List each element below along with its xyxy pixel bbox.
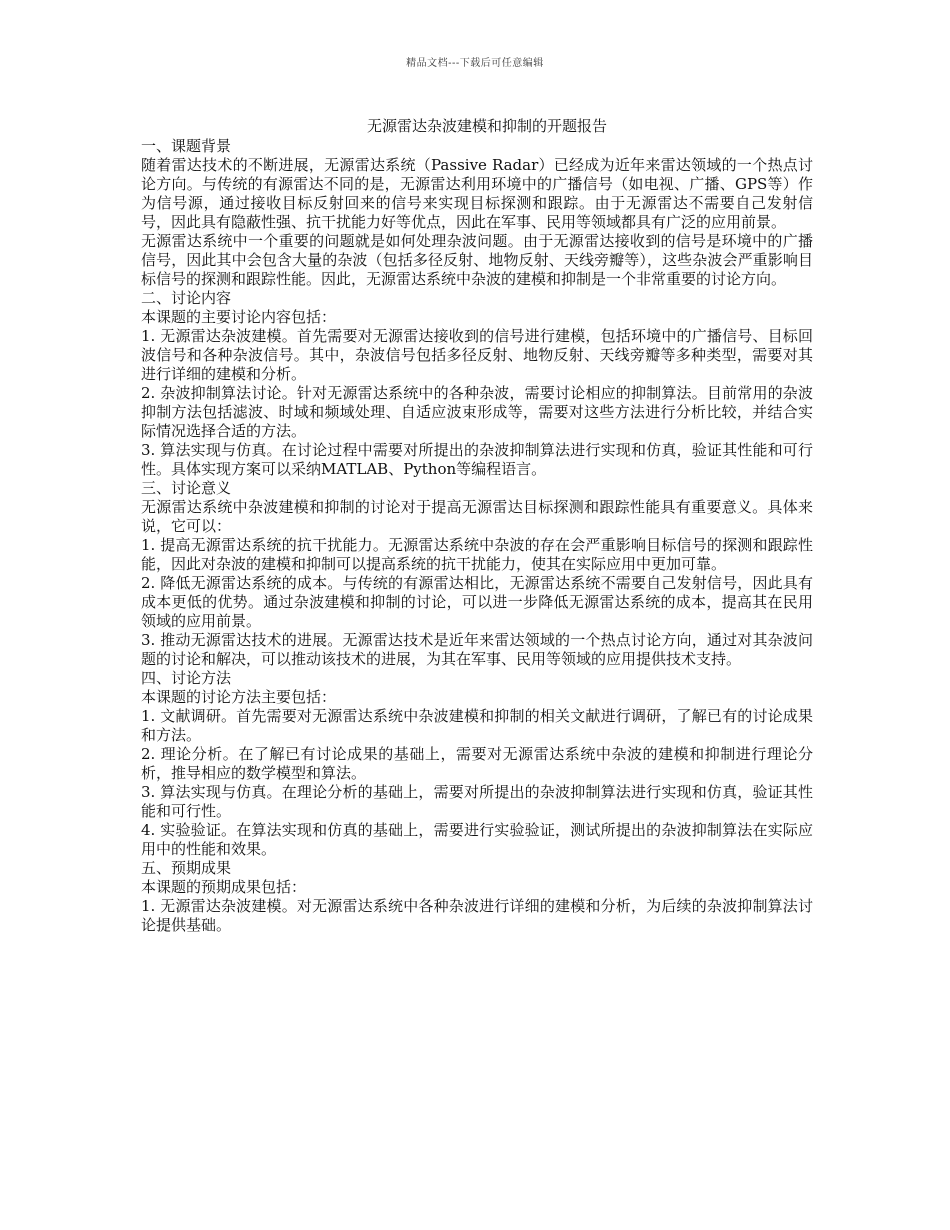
list-item: 2. 杂波抑制算法讨论。针对无源雷达系统中的各种杂波，需要讨论相应的抑制算法。目前常用的杂波抑制方法包括滤波、时域和频域处理、自适应波束形成等，需要对这些方法进行分析比较，并结合实际情况选择合适的方法。 [141, 384, 813, 440]
page-watermark: 精品文档---下载后可任意编辑 [406, 58, 544, 69]
list-item: 1. 无源雷达杂波建模。首先需要对无源雷达接收到的信号进行建模，包括环境中的广播信号、目标回波信号和各种杂波信号。其中，杂波信号包括多径反射、地物反射、天线旁瓣等多种类型，需要对其进行详细的建模和分析。 [141, 327, 813, 383]
document-body [141, 116, 813, 935]
paragraph: 无源雷达系统中杂波建模和抑制的讨论对于提高无源雷达目标探测和跟踪性能具有重要意义。具体来说，它可以： [141, 498, 813, 535]
paragraph: 本课题的讨论方法主要包括： [141, 688, 337, 706]
paragraph: 随着雷达技术的不断进展，无源雷达系统（Passive Radar）已经成为近年来雷达领域的一个热点讨论方向。与传统的有源雷达不同的是，无源雷达利用环境中的广播信号（如电视、广播、GPS等）作为信号源，通过接收目标反射回来的信号来实现目标探测和跟踪。由于无源雷达不需要自己发射信号，因此具有隐蔽性强、抗干扰能力好等优点，因此在军事、民用等领域都具有广泛的应用前景。 [141, 156, 813, 231]
paragraph: 无源雷达系统中一个重要的问题就是如何处理杂波问题。由于无源雷达接收到的信号是环境中的广播信号，因此其中会包含大量的杂波（包括多径反射、地物反射、天线旁瓣等），这些杂波会严重影响目标信号的探测和跟踪性能。因此，无源雷达系统中杂波的建模和抑制是一个非常重要的讨论方向。 [141, 232, 813, 288]
list-item: 1. 无源雷达杂波建模。对无源雷达系统中各种杂波进行详细的建模和分析，为后续的杂波抑制算法讨论提供基础。 [141, 897, 813, 934]
list-item: 4. 实验验证。在算法实现和仿真的基础上，需要进行实验验证，测试所提出的杂波抑制算法在实际应用中的性能和效果。 [141, 821, 813, 858]
section-heading: 四、讨论方法 [141, 669, 232, 687]
paragraph: 本课题的预期成果包括： [141, 878, 307, 896]
list-item: 2. 降低无源雷达系统的成本。与传统的有源雷达相比，无源雷达系统不需要自己发射信号，因此具有成本更低的优势。通过杂波建模和抑制的讨论，可以进一步降低无源雷达系统的成本，提高其在民用领域的应用前景。 [141, 574, 813, 630]
document-title: 无源雷达杂波建模和抑制的开题报告 [366, 117, 607, 135]
list-item: 1. 文献调研。首先需要对无源雷达系统中杂波建模和抑制的相关文献进行调研，了解已有的讨论成果和方法。 [141, 707, 813, 744]
list-item: 3. 算法实现与仿真。在理论分析的基础上，需要对所提出的杂波抑制算法进行实现和仿真，验证其性能和可行性。 [141, 783, 813, 820]
paragraph: 本课题的主要讨论内容包括： [141, 308, 337, 326]
section-heading: 五、预期成果 [141, 859, 232, 877]
list-item: 1. 提高无源雷达系统的抗干扰能力。无源雷达系统中杂波的存在会严重影响目标信号的探测和跟踪性能，因此对杂波的建模和抑制可以提高系统的抗干扰能力，使其在实际应用中更加可靠。 [141, 536, 813, 573]
list-item: 3. 算法实现与仿真。在讨论过程中需要对所提出的杂波抑制算法进行实现和仿真，验证其性能和可行性。具体实现方案可以采纳MATLAB、Python等编程语言。 [141, 441, 813, 478]
section-heading: 一、课题背景 [141, 137, 232, 155]
section-heading: 二、讨论内容 [141, 289, 232, 307]
list-item: 2. 理论分析。在了解已有讨论成果的基础上，需要对无源雷达系统中杂波的建模和抑制进行理论分析，推导相应的数学模型和算法。 [141, 745, 813, 782]
list-item: 3. 推动无源雷达技术的进展。无源雷达技术是近年来雷达领域的一个热点讨论方向，通过对其杂波问题的讨论和解决，可以推动该技术的进展，为其在军事、民用等领域的应用提供技术支持。 [141, 631, 813, 668]
section-heading: 三、讨论意义 [141, 479, 232, 497]
